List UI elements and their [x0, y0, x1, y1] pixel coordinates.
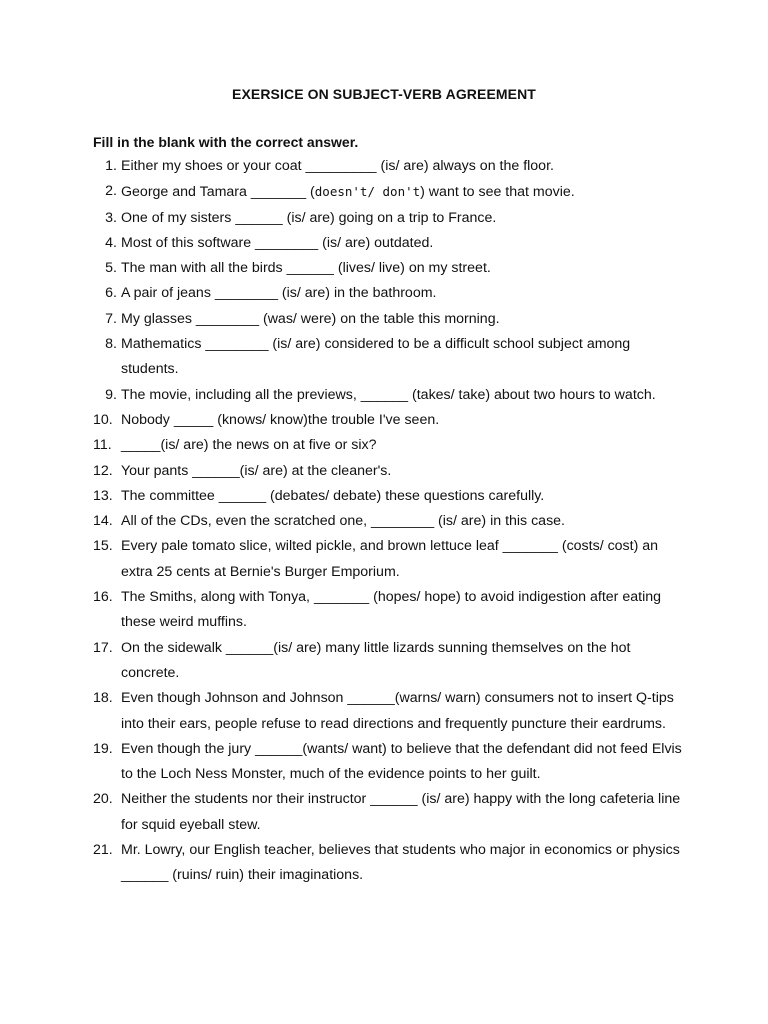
question-text: Mathematics ________ (is/ are) considered to be a difficult school subject among students.	[121, 336, 631, 378]
question-text: Mr. Lowry, our English teacher, believes that students who major in economics or physics ______ (ruins/ ruin) their imaginations.	[121, 842, 680, 884]
question-text: Even though Johnson and Johnson ______(warns/ warn) consumers not to insert Q-tips into their ears, people refuse to read directions and frequently puncture their eardrums.	[121, 690, 674, 732]
question-options: doesn't/ don't	[314, 184, 421, 200]
question-item	[93, 154, 683, 179]
question-item	[93, 332, 683, 383]
question-number: 6.	[105, 285, 117, 302]
question-text: The committee ______ (debates/ debate) these questions carefully.	[121, 487, 545, 504]
question-number: 4.	[105, 234, 117, 251]
question-item	[93, 636, 683, 687]
question-text: Your pants ______(is/ are) at the cleaner's.	[121, 462, 392, 479]
question-text: Nobody _____ (knows/ know)the trouble I've seen.	[121, 411, 440, 428]
question-number: 13.	[93, 487, 113, 504]
page-title: EXERSICE ON SUBJECT-VERB AGREEMENT	[232, 86, 536, 102]
question-number: 16.	[93, 589, 113, 606]
question-item	[93, 433, 683, 458]
question-number: 20.	[93, 791, 113, 808]
question-item	[93, 838, 683, 889]
question-item	[93, 256, 683, 281]
question-item	[93, 509, 683, 534]
question-number: 17.	[93, 639, 113, 656]
question-item	[93, 484, 683, 509]
question-number: 9.	[105, 386, 117, 403]
question-text: _____(is/ are) the news on at five or six?	[121, 437, 377, 454]
question-item	[93, 179, 683, 205]
question-item	[93, 534, 683, 585]
question-item	[93, 737, 683, 788]
question-number: 18.	[93, 690, 113, 707]
question-item	[93, 307, 683, 332]
question-number: 8.	[105, 336, 117, 353]
question-number: 7.	[105, 310, 117, 327]
question-item	[93, 408, 683, 433]
question-text: A pair of jeans ________ (is/ are) in the bathroom.	[121, 285, 437, 302]
question-number: 21.	[93, 842, 113, 859]
question-text: Most of this software ________ (is/ are) outdated.	[121, 234, 434, 251]
question-item	[93, 585, 683, 636]
question-text: George and Tamara _______ (	[121, 184, 315, 201]
question-item	[93, 459, 683, 484]
question-item	[93, 383, 683, 408]
question-number: 1.	[105, 158, 117, 174]
question-number: 11.	[93, 437, 112, 454]
question-text: Neither the students nor their instructor ______ (is/ are) happy with the long cafeteria line for squid eyeball stew.	[121, 791, 681, 833]
question-text: All of the CDs, even the scratched one, ________ (is/ are) in this case.	[121, 513, 565, 530]
question-text: On the sidewalk ______(is/ are) many little lizards sunning themselves on the hot concrete.	[121, 639, 631, 681]
question-text: The man with all the birds ______ (lives/ live) on my street.	[121, 260, 491, 277]
question-item	[93, 281, 683, 306]
question-item	[93, 206, 683, 231]
question-number: 15.	[93, 538, 113, 555]
question-item	[93, 787, 683, 838]
question-item	[93, 231, 683, 256]
question-number: 19.	[93, 740, 113, 757]
question-text-end: ) want to see that movie.	[420, 184, 575, 201]
question-item	[93, 686, 683, 737]
question-number: 10.	[93, 411, 113, 428]
question-number: 14.	[93, 513, 113, 530]
question-text: The movie, including all the previews, ______ (takes/ take) about two hours to watch.	[121, 386, 656, 403]
instruction-text: Fill in the blank with the correct answer.	[93, 134, 359, 150]
question-text: Either my shoes or your coat _________ (is/ are) always on the floor.	[121, 158, 554, 174]
question-number: 12.	[93, 462, 113, 479]
question-text: One of my sisters ______ (is/ are) going on a trip to France.	[121, 209, 497, 226]
question-text: Even though the jury ______(wants/ want) to believe that the defendant did not feed Elvis to the Loch Ness Monster, much of the evidence points to her guilt.	[121, 740, 682, 783]
question-text: My glasses ________ (was/ were) on the table this morning.	[121, 310, 500, 327]
question-list	[93, 154, 683, 889]
question-number: 3.	[105, 209, 117, 226]
question-text: Every pale tomato slice, wilted pickle, and brown lettuce leaf _______ (costs/ cost) an extra 25 cents at Bernie's Burger Emporium.	[121, 538, 659, 580]
question-text: The Smiths, along with Tonya, _______ (hopes/ hope) to avoid indigestion after eating these weird muffins.	[121, 589, 662, 631]
question-number: 2.	[105, 183, 117, 200]
question-number: 5.	[105, 260, 117, 277]
